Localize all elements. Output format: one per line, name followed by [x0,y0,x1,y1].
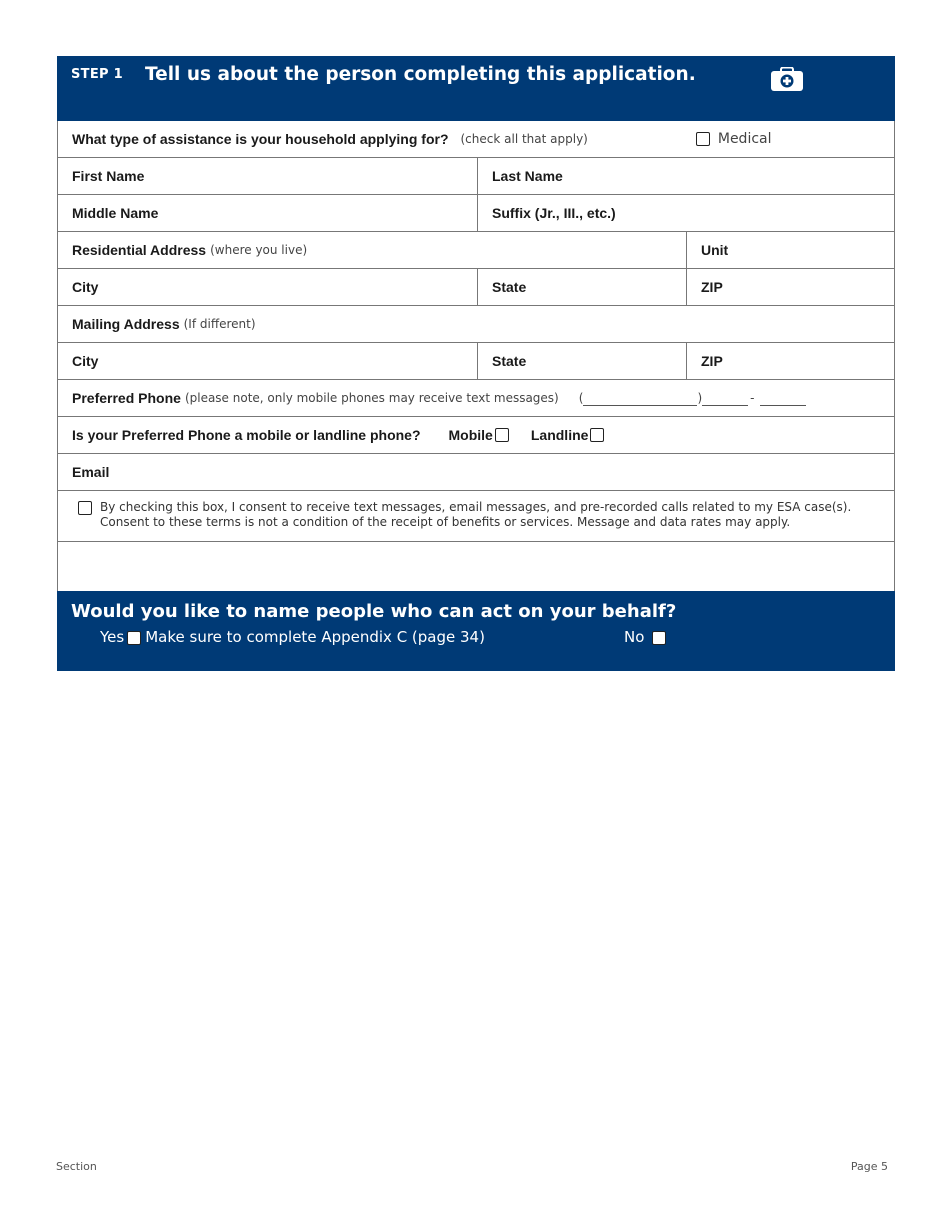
suffix-field[interactable] [477,195,894,231]
last-name-label: Last Name [492,168,563,184]
medical-checkbox[interactable] [696,132,710,146]
email-row [57,454,895,491]
middle-name-row [57,195,895,232]
footer-page-number: Page 5 [850,1160,888,1173]
middle-name-label: Middle Name [72,205,159,221]
assistance-cell [58,121,894,157]
yes-note: Make sure to complete Appendix C (page 34) [145,628,485,646]
mailing-zip-label: ZIP [701,353,723,369]
middle-name-field[interactable] [58,195,477,231]
phone-dash: - [750,391,755,405]
medical-label: Medical [717,131,772,147]
residential-note: (where you live) [210,243,308,257]
consent-row [57,491,895,542]
mailing-address-label: Mailing Address [72,316,180,332]
application-form [57,56,895,671]
step-title: Tell us about the person completing this application. [145,64,696,85]
phone-area-close: ) [697,391,703,405]
zip-label: ZIP [701,279,723,295]
email-field[interactable] [58,454,894,490]
suffix-label: Suffix (Jr., III., etc.) [492,205,616,221]
first-name-label: First Name [72,168,145,184]
mailing-address-field[interactable] [58,306,894,342]
state-field[interactable] [477,269,686,305]
state-label: State [492,279,527,295]
first-name-field[interactable] [58,158,477,194]
mailing-state-label: State [492,353,527,369]
preferred-phone-label: Preferred Phone [72,390,181,406]
no-label: No [624,628,645,646]
residential-address-field[interactable] [58,232,686,268]
residential-city-row [57,269,895,306]
representative-question: Would you like to name people who can act on your behalf? [71,601,677,622]
consent-checkbox[interactable] [78,501,92,515]
mailing-state-field[interactable] [477,343,686,379]
zip-field[interactable] [686,269,894,305]
yes-label: Yes [100,628,125,646]
unit-field[interactable] [686,232,894,268]
city-label: City [72,279,99,295]
phone-note: (please note, only mobile phones may receive text messages) [184,391,559,405]
mailing-note: (If different) [183,317,256,331]
yes-checkbox[interactable] [127,631,141,645]
phone-area-open: ( [578,391,584,405]
phone-type-row [57,417,895,454]
landline-label: Landline [530,427,589,443]
mailing-row [57,306,895,343]
last-name-field[interactable] [477,158,894,194]
assistance-question: What type of assistance is your household applying for? [72,131,449,147]
email-label: Email [72,464,110,480]
phone-line-input[interactable] [760,391,806,406]
representative-options [100,628,895,646]
unit-label: Unit [701,242,729,258]
no-checkbox[interactable] [652,631,666,645]
mobile-label: Mobile [448,427,493,443]
phone-prefix-input[interactable] [702,391,748,406]
preferred-phone-field [58,380,894,416]
name-row [57,158,895,195]
footer-section: Section [56,1160,97,1173]
assistance-note: (check all that apply) [460,132,588,146]
mobile-checkbox[interactable] [495,428,509,442]
representative-band [57,591,895,671]
step-label: STEP 1 [71,67,124,82]
landline-checkbox[interactable] [590,428,604,442]
medical-kit-icon [771,67,803,91]
city-field[interactable] [58,269,477,305]
residential-address-label: Residential Address [72,242,207,258]
no-option [624,628,670,646]
phone-type-cell [58,417,894,453]
consent-text: By checking this box, I consent to receive text messages, email messages, and pre-recorded calls related to my ESA case(s). Consent to these terms is not a condition of the receipt of benefits or services. Message and data rates may apply. [100,500,852,529]
mailing-city-field[interactable] [58,343,477,379]
mailing-zip-field[interactable] [686,343,894,379]
phone-row [57,380,895,417]
step-header [57,56,895,121]
phone-area-code-input[interactable] [583,391,697,406]
residential-row [57,232,895,269]
assistance-row [57,121,895,158]
phone-type-question: Is your Preferred Phone a mobile or landline phone? [72,427,421,443]
mailing-city-row [57,343,895,380]
mailing-city-label: City [72,353,99,369]
blank-spacer [57,542,895,591]
